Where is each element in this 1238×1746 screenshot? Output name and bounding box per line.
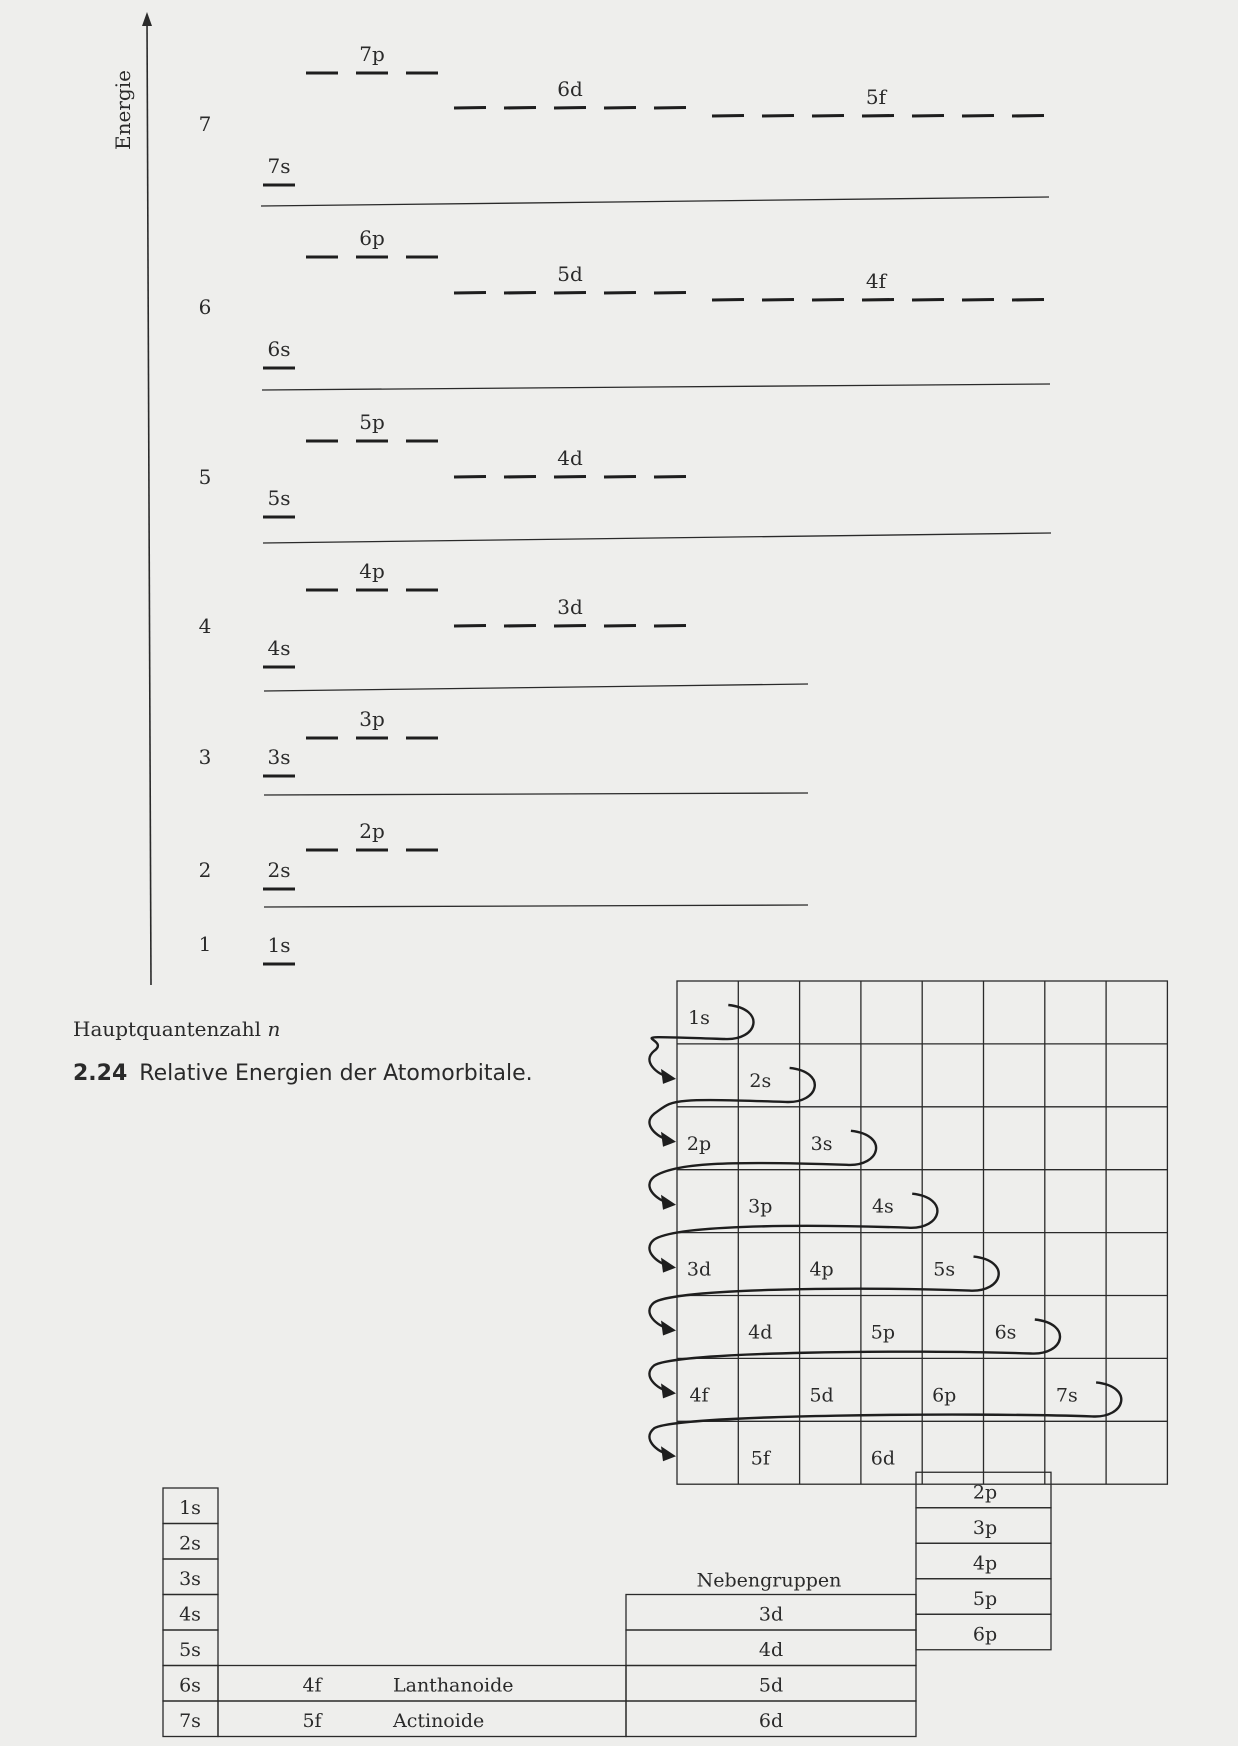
shell-1 bbox=[199, 932, 295, 964]
orbital-label: 4d bbox=[557, 446, 583, 470]
orbital-level-line bbox=[762, 300, 794, 301]
orbital-label: 3s bbox=[267, 745, 291, 769]
orbital-label: 5d bbox=[557, 262, 583, 286]
s-block-label: 3s bbox=[179, 1568, 201, 1590]
grid-cell-label: 5p bbox=[870, 1321, 896, 1344]
arrowhead bbox=[661, 1195, 676, 1210]
arrowhead bbox=[661, 1446, 676, 1461]
s-block-label: 4s bbox=[179, 1603, 201, 1626]
orbital-label: 6s bbox=[267, 337, 291, 361]
orbital-level-line bbox=[654, 108, 686, 109]
filling-order-grid bbox=[649, 981, 1167, 1484]
orbital-level-line bbox=[812, 300, 844, 301]
shell-2 bbox=[199, 819, 438, 889]
s-block-label: 2s bbox=[179, 1532, 201, 1555]
orbital-3p bbox=[306, 707, 438, 738]
grid-cell-label: 6p bbox=[932, 1384, 957, 1407]
orbital-label: 4p bbox=[359, 559, 385, 583]
grid-cell-label: 7s bbox=[1055, 1384, 1078, 1407]
grid-cell-label: 5f bbox=[750, 1447, 770, 1470]
arrowhead bbox=[661, 1069, 676, 1084]
orbital-level-line bbox=[504, 477, 536, 478]
d-block-label: 5d bbox=[758, 1674, 784, 1697]
orbital-2p bbox=[306, 819, 438, 850]
orbital-level-line bbox=[1012, 300, 1044, 301]
orbital-level-line bbox=[554, 626, 586, 627]
filling-order-arrow bbox=[649, 1131, 876, 1204]
grid-cell-label: 4f bbox=[689, 1384, 709, 1407]
orbital-level-line bbox=[712, 116, 744, 117]
orbital-4d bbox=[454, 446, 686, 477]
orbital-label: 1s bbox=[267, 933, 291, 957]
orbital-level-line bbox=[504, 626, 536, 627]
separator-line bbox=[262, 384, 1050, 390]
orbital-label: 3p bbox=[359, 707, 385, 731]
orbital-level-line bbox=[812, 116, 844, 117]
energy-axis bbox=[147, 18, 151, 985]
orbital-level-line bbox=[554, 477, 586, 478]
orbital-block-table bbox=[163, 1472, 1051, 1736]
arrowhead bbox=[661, 1132, 676, 1147]
orbital-level-line bbox=[654, 293, 686, 294]
orbital-5p bbox=[306, 410, 438, 441]
orbital-level-line bbox=[1012, 116, 1044, 117]
grid-cell-label: 3d bbox=[686, 1258, 712, 1281]
orbital-level-line bbox=[454, 477, 486, 478]
orbital-label: 7p bbox=[359, 42, 385, 66]
grid-cell-label: 3p bbox=[748, 1195, 773, 1218]
orbital-level-line bbox=[654, 477, 686, 478]
s-block-label: 5s bbox=[179, 1639, 201, 1661]
quantum-number-label: 4 bbox=[198, 614, 212, 638]
s-block-label: 1s bbox=[179, 1497, 201, 1519]
orbital-level-line bbox=[604, 293, 636, 294]
quantum-number-label: 2 bbox=[198, 858, 212, 882]
grid-cell-label: 2s bbox=[749, 1069, 772, 1092]
orbital-label: 2s bbox=[267, 858, 291, 882]
grid-cell-label: 1s bbox=[688, 1007, 710, 1029]
shell-5 bbox=[199, 410, 686, 517]
figure-caption: 2.24 Relative Energien der Atomorbitale. bbox=[73, 1061, 533, 1086]
quantum-number-label: 7 bbox=[198, 112, 212, 136]
arrowhead bbox=[661, 1383, 676, 1398]
f-block-orbital: 5f bbox=[302, 1710, 322, 1732]
s-block-label: 7s bbox=[179, 1710, 201, 1732]
orbital-label: 7s bbox=[267, 154, 291, 178]
shell-6 bbox=[199, 226, 1044, 368]
orbital-level-line bbox=[712, 300, 744, 301]
orbital-7s bbox=[263, 154, 295, 185]
grid-cell-label: 6d bbox=[870, 1447, 896, 1470]
separator-line bbox=[264, 793, 808, 795]
p-block-label: 6p bbox=[972, 1623, 998, 1646]
orbital-label: 4f bbox=[865, 269, 887, 293]
orbital-level-line bbox=[762, 116, 794, 117]
grid-cell-label: 4p bbox=[809, 1258, 834, 1281]
orbital-level-line bbox=[962, 300, 994, 301]
p-block-label: 3p bbox=[972, 1516, 998, 1539]
orbital-5d bbox=[454, 262, 686, 293]
orbital-label: 2p bbox=[359, 819, 385, 843]
grid-cell-label: 2p bbox=[686, 1132, 712, 1155]
orbital-level-line bbox=[454, 626, 486, 627]
energy-axis-label: Energie bbox=[111, 70, 135, 150]
shell-3 bbox=[199, 707, 438, 776]
filling-order-arrow bbox=[649, 1382, 1121, 1455]
grid-cell-label: 6s bbox=[994, 1321, 1017, 1344]
orbital-level-line bbox=[454, 293, 486, 294]
orbital-level-line bbox=[504, 108, 536, 109]
shell-separators bbox=[261, 197, 1051, 907]
quantum-number-label: 5 bbox=[198, 465, 212, 489]
quantum-number-label: 6 bbox=[198, 295, 212, 319]
orbital-label: 4s bbox=[267, 636, 291, 660]
separator-line bbox=[264, 905, 808, 907]
orbital-level-line bbox=[604, 108, 636, 109]
p-block-label: 4p bbox=[972, 1552, 998, 1575]
separator-line bbox=[263, 533, 1051, 543]
f-block-name: Actinoide bbox=[393, 1710, 485, 1732]
p-block-label: 5p bbox=[972, 1587, 998, 1610]
energy-axis-arrowhead bbox=[142, 12, 152, 26]
grid-cell-label: 4d bbox=[748, 1321, 773, 1344]
quantum-number-label: 3 bbox=[198, 745, 212, 769]
orbital-label: 5f bbox=[865, 85, 887, 109]
orbital-4p bbox=[306, 559, 438, 590]
orbital-label: 5p bbox=[359, 410, 385, 434]
orbital-label: 6p bbox=[359, 226, 385, 250]
separator-line bbox=[264, 684, 808, 691]
arrowhead bbox=[661, 1258, 676, 1273]
orbital-6p bbox=[306, 226, 438, 257]
orbital-label: 3d bbox=[557, 595, 583, 619]
orbital-1s bbox=[263, 933, 295, 964]
orbital-5s bbox=[263, 486, 295, 517]
orbital-3s bbox=[263, 745, 295, 776]
orbital-level-line bbox=[554, 293, 586, 294]
grid-cell-label: 5s bbox=[933, 1258, 956, 1281]
d-block-label: 3d bbox=[758, 1603, 784, 1626]
orbital-level-line bbox=[912, 116, 944, 117]
orbital-level-line bbox=[862, 300, 894, 301]
orbital-level-line bbox=[454, 108, 486, 109]
orbital-label: 6d bbox=[557, 77, 583, 101]
orbital-2s bbox=[263, 858, 295, 889]
orbital-6d bbox=[454, 77, 686, 108]
orbital-7p bbox=[306, 42, 438, 73]
d-block-header: Nebengruppen bbox=[696, 1569, 842, 1592]
grid-cell-label: 3s bbox=[810, 1132, 833, 1155]
shell-4 bbox=[199, 559, 686, 667]
orbital-level-line bbox=[504, 293, 536, 294]
orbital-level-line bbox=[962, 116, 994, 117]
orbital-level-line bbox=[654, 626, 686, 627]
orbital-level-line bbox=[912, 300, 944, 301]
orbital-3d bbox=[454, 595, 686, 626]
f-block-orbital: 4f bbox=[302, 1674, 322, 1697]
p-block-label: 2p bbox=[972, 1481, 998, 1504]
quantum-number-label: 1 bbox=[198, 932, 212, 956]
orbital-level-line bbox=[554, 108, 586, 109]
orbital-6s bbox=[263, 337, 295, 368]
grid-cell-label: 4s bbox=[871, 1195, 894, 1218]
grid-cell-label: 5d bbox=[809, 1384, 834, 1407]
orbital-4s bbox=[263, 636, 295, 667]
orbital-4f bbox=[712, 269, 1044, 300]
arrowhead bbox=[661, 1321, 676, 1336]
orbital-level-line bbox=[604, 626, 636, 627]
orbital-level-line bbox=[604, 477, 636, 478]
filling-order-arrow bbox=[649, 1194, 937, 1267]
orbital-label: 5s bbox=[267, 486, 291, 510]
orbital-level-line bbox=[862, 116, 894, 117]
f-block-name: Lanthanoide bbox=[393, 1674, 514, 1697]
d-block-label: 6d bbox=[758, 1710, 784, 1732]
d-block-label: 4d bbox=[758, 1639, 784, 1661]
shell-7 bbox=[199, 42, 1044, 185]
separator-line bbox=[261, 197, 1049, 206]
orbital-5f bbox=[712, 85, 1044, 116]
s-block-label: 6s bbox=[179, 1674, 201, 1697]
x-axis-label: Hauptquantenzahl n bbox=[73, 1017, 281, 1041]
energy-level-diagram bbox=[73, 12, 1051, 1041]
